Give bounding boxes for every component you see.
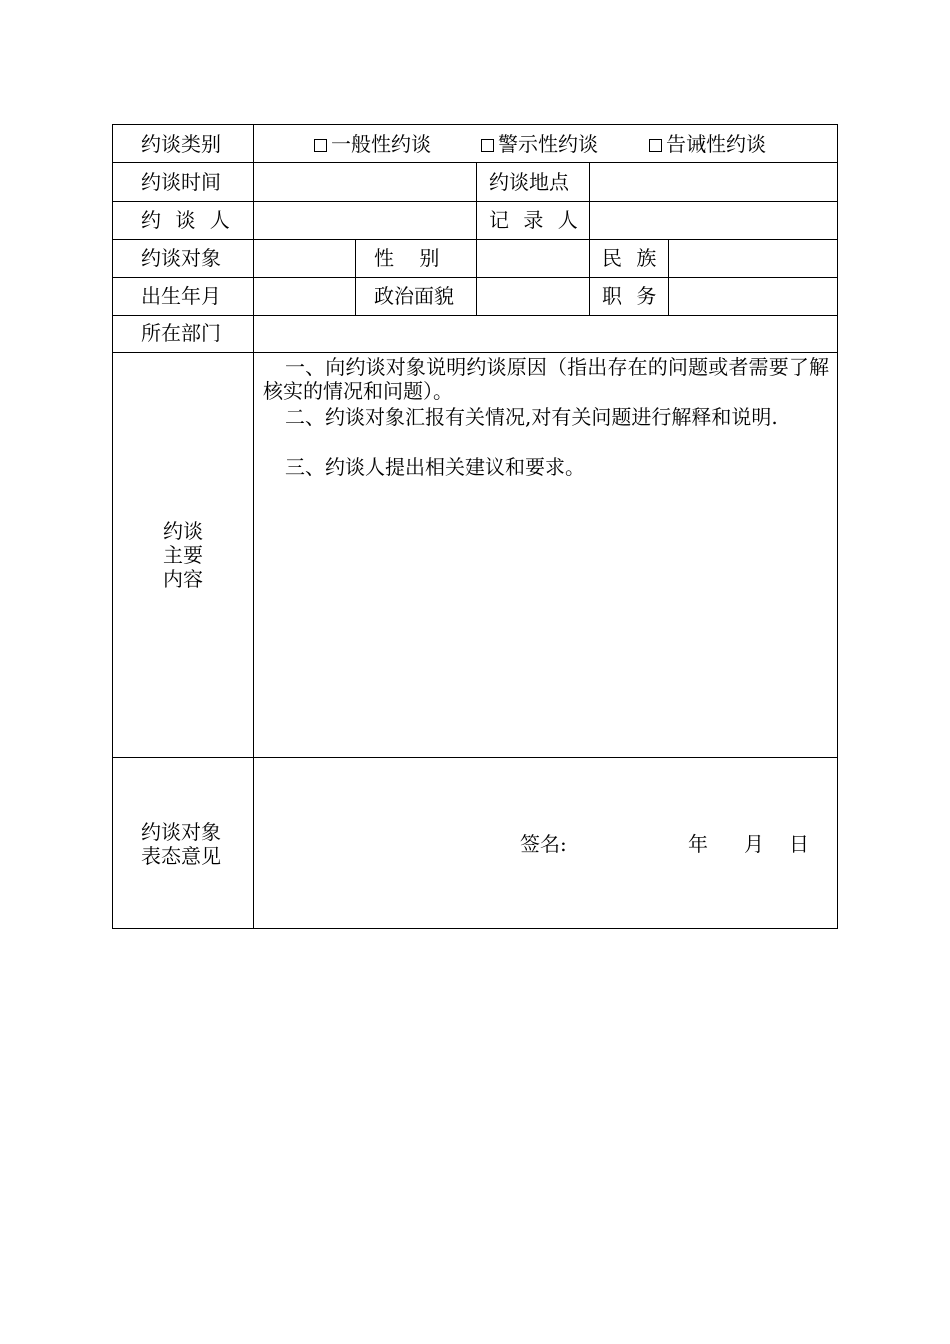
place-label: 约谈地点 xyxy=(489,170,569,194)
column-divider xyxy=(668,239,669,315)
content-label-line: 内容 xyxy=(163,567,203,591)
content-item: 一、向约谈对象说明约谈原因（指出存在的问题或者需要了解核实的情况和问题）。 xyxy=(263,355,829,403)
opinion-label-line: 表态意见 xyxy=(141,844,221,868)
checkbox-icon[interactable] xyxy=(481,139,494,152)
row-divider xyxy=(112,352,838,353)
signature-label: 签名: xyxy=(520,832,567,856)
content-label-line: 主要 xyxy=(163,543,203,567)
subject-label: 约谈对象 xyxy=(141,246,221,270)
row-divider xyxy=(112,315,838,316)
option-general-label: 一般性约谈 xyxy=(331,132,431,156)
row-divider xyxy=(112,239,838,240)
row-divider xyxy=(112,201,838,202)
option-warning[interactable] xyxy=(481,133,598,155)
content-label xyxy=(163,519,203,591)
interviewer-label: 约 谈 人 xyxy=(141,208,234,232)
political-label: 政治面貌 xyxy=(374,284,454,308)
ethnicity-label: 民 族 xyxy=(602,246,661,270)
interview-record-table xyxy=(112,124,838,929)
gender-label: 性 别 xyxy=(374,246,440,270)
column-divider xyxy=(589,162,590,315)
department-label: 所在部门 xyxy=(141,321,221,345)
category-label: 约谈类别 xyxy=(141,132,221,156)
opinion-label-line: 约谈对象 xyxy=(141,820,221,844)
row-divider xyxy=(112,162,838,163)
opinion-label xyxy=(141,820,221,868)
position-label: 职 务 xyxy=(602,284,661,308)
recorder-label: 记 录 人 xyxy=(489,208,582,232)
content-item: 二、约谈对象汇报有关情况,对有关问题进行解释和说明. xyxy=(285,405,778,429)
content-item: 三、约谈人提出相关建议和要求。 xyxy=(285,455,585,479)
content-label-line: 约谈 xyxy=(163,519,203,543)
birth-label: 出生年月 xyxy=(141,284,221,308)
column-divider xyxy=(253,124,254,929)
column-divider xyxy=(476,162,477,315)
row-divider xyxy=(112,757,838,758)
option-admonition-label: 告诫性约谈 xyxy=(666,132,766,156)
option-general[interactable] xyxy=(314,133,431,155)
year-label: 年 xyxy=(688,832,708,856)
option-admonition[interactable] xyxy=(649,133,766,155)
month-label: 月 xyxy=(744,832,764,856)
checkbox-icon[interactable] xyxy=(649,139,662,152)
row-divider xyxy=(112,277,838,278)
option-warning-label: 警示性约谈 xyxy=(498,132,598,156)
time-label: 约谈时间 xyxy=(141,170,221,194)
column-divider xyxy=(355,239,356,315)
day-label: 日 xyxy=(789,832,809,856)
checkbox-icon[interactable] xyxy=(314,139,327,152)
